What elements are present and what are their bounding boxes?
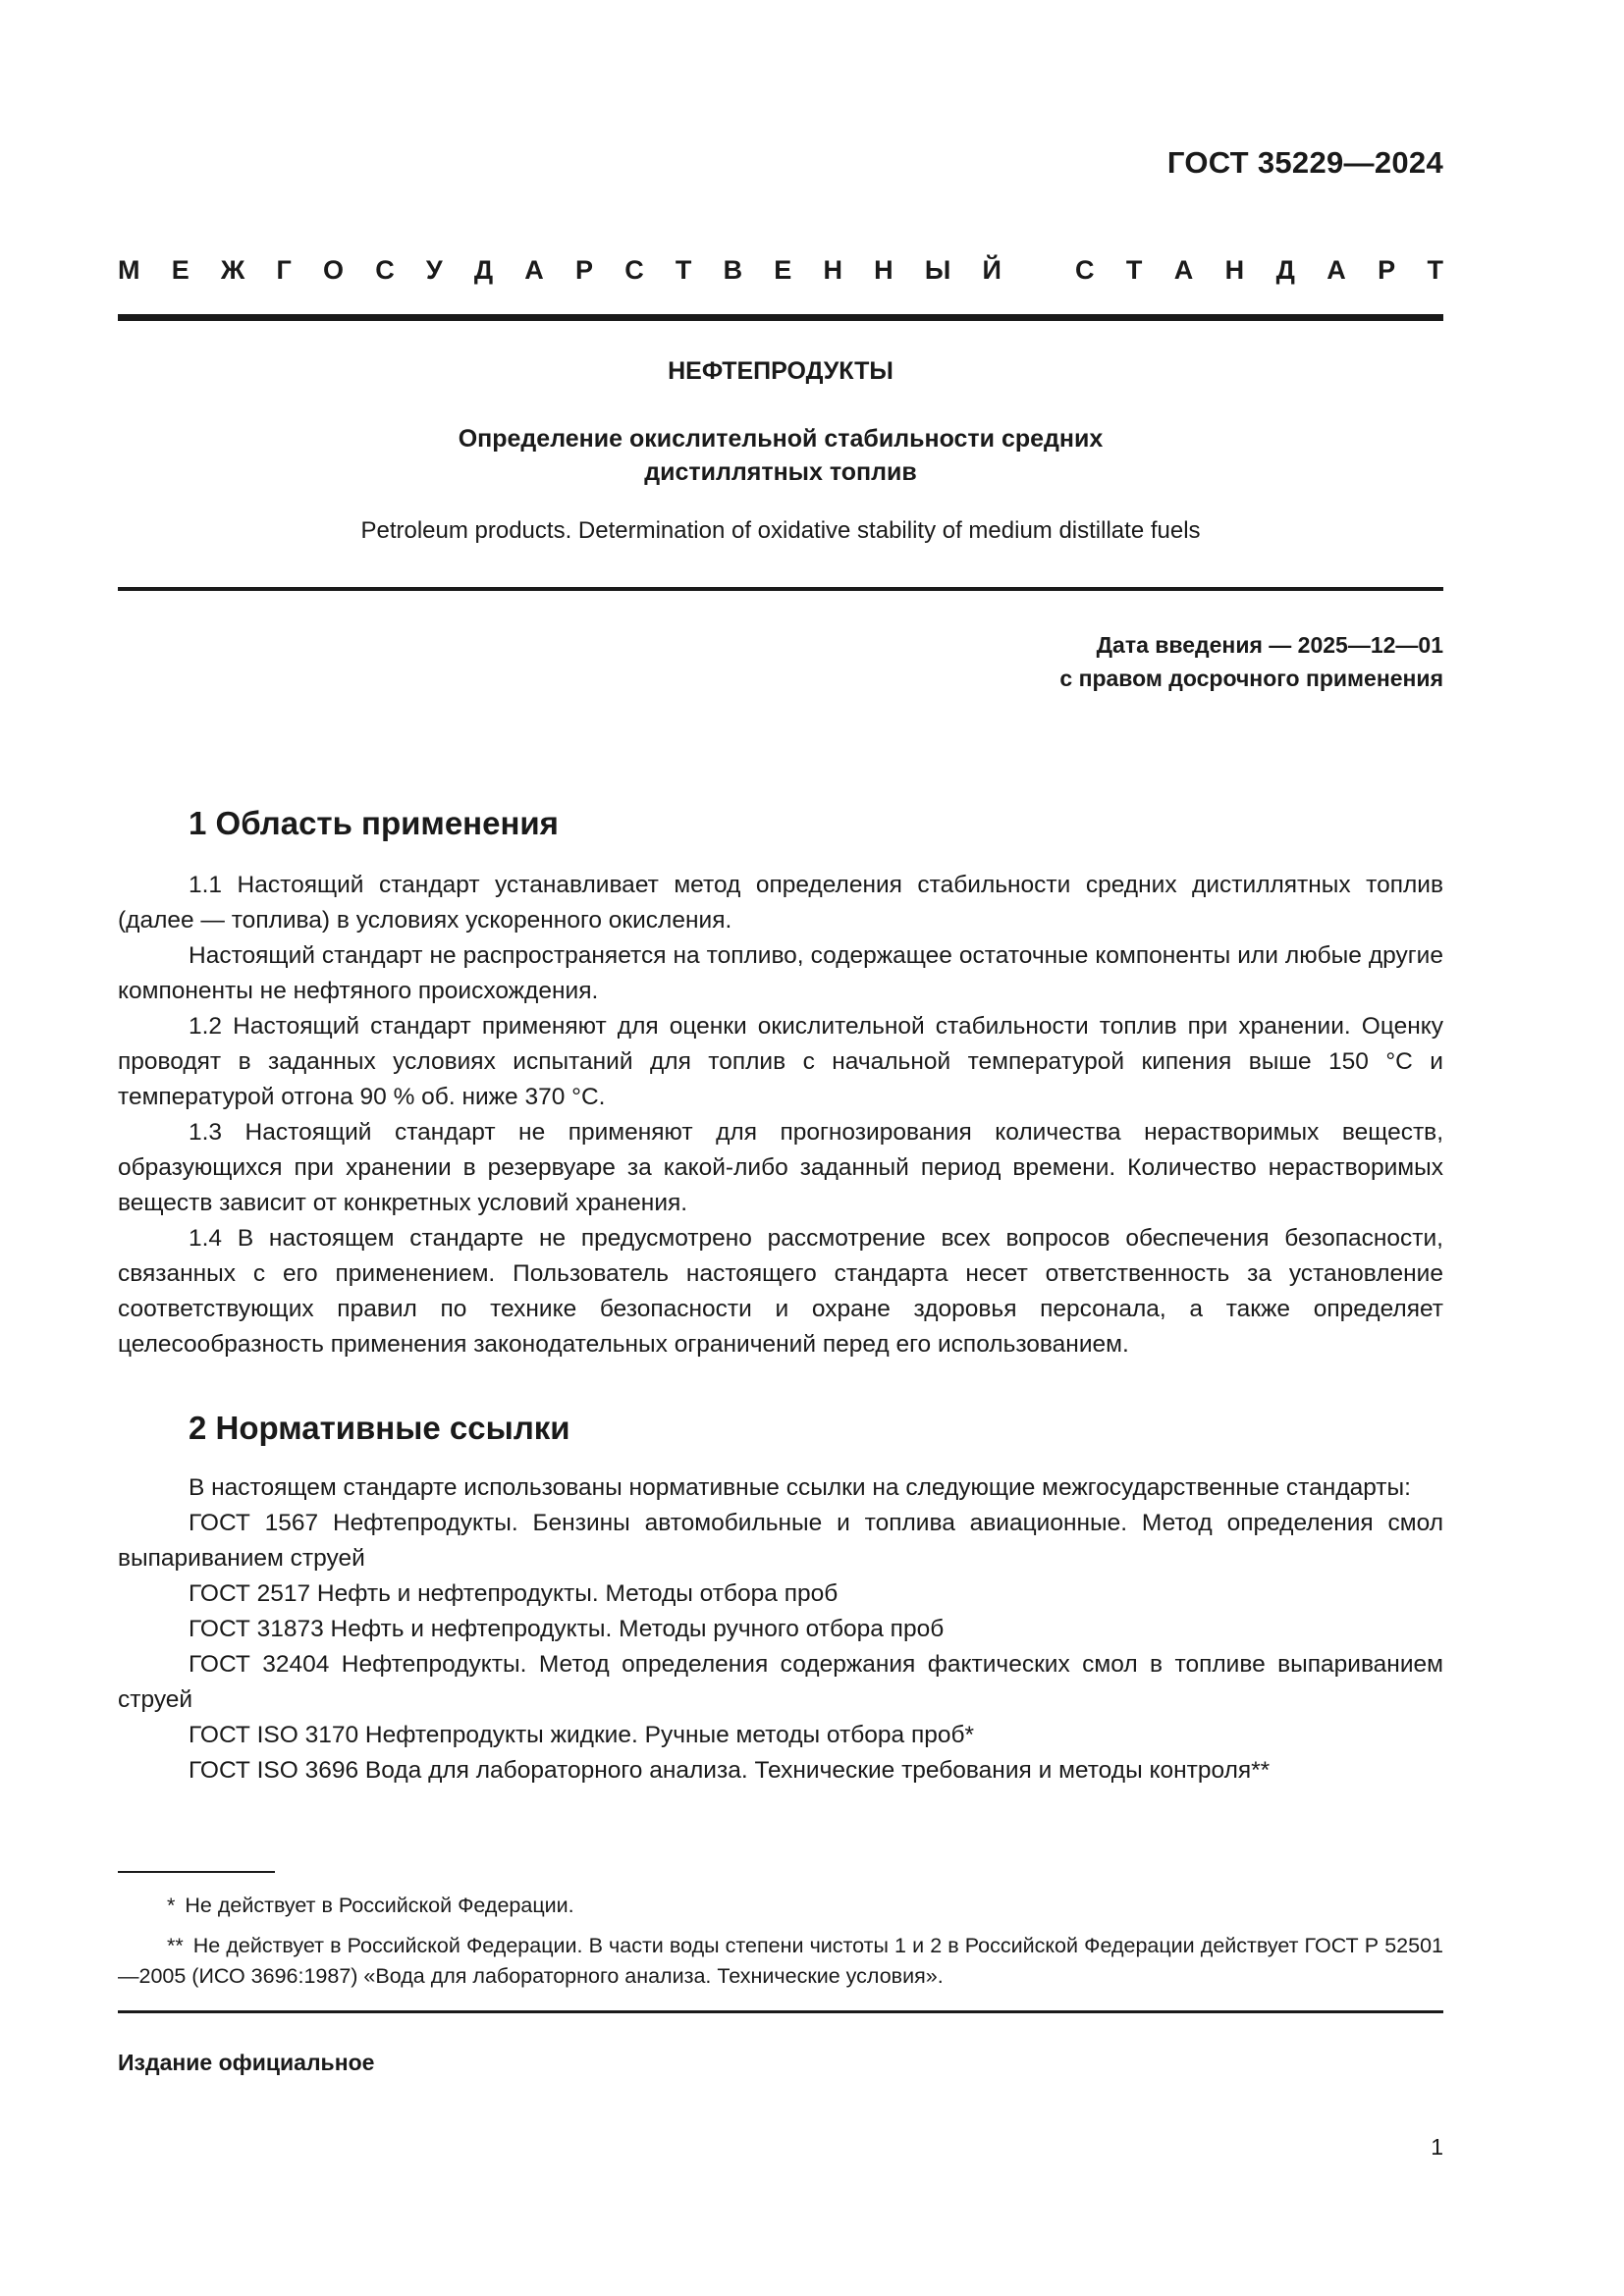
banner-letter: Ж: [220, 255, 245, 285]
banner-letter: Е: [171, 255, 189, 285]
intro-date-line: Дата введения — 2025—12—01: [1096, 632, 1443, 658]
footnote: [118, 1931, 1443, 1992]
section-1-heading: 1 Область применения: [189, 805, 559, 841]
paragraph: В настоящем стандарте использованы нормативные ссылки на следующие межгосударственные стандарты:: [189, 1474, 1411, 1501]
document-title: НЕФТЕПРОДУКТЫ: [668, 357, 893, 385]
footnote-text: Не действует в Российской Федерации.: [185, 1894, 574, 1917]
document-page: [118, 0, 1443, 2296]
subtitle-line: Определение окислительной стабильности средних: [458, 425, 1104, 453]
page-number: 1: [1431, 2134, 1443, 2160]
banner-letter: Р: [1378, 255, 1396, 285]
paragraph: 1.1 Настоящий стандарт устанавливает метод определения стабильности средних дистиллятных топлив (далее — топлива) в условиях ускоренного окисления.: [118, 872, 1443, 934]
footer-rule: [118, 2010, 1443, 2013]
section-2-heading: 2 Нормативные ссылки: [189, 1410, 570, 1446]
banner-letter: А: [1173, 255, 1194, 285]
title-rule: [118, 587, 1443, 591]
paragraph: 1.2 Настоящий стандарт применяют для оценки окислительной стабильности топлив при хранении. Оценку проводят в заданных условиях испытаний для топлив с начальной температурой кипения выше 150 °C и температурой отгона 90 % об. ниже 370 °C.: [118, 1013, 1443, 1110]
banner-letter: С: [375, 255, 395, 285]
footnote: [118, 1891, 1443, 1921]
banner-letter: Т: [1427, 255, 1443, 285]
banner-letter: Г: [276, 255, 292, 285]
banner-letter: Н: [1224, 255, 1245, 285]
interstate-standard-banner: [118, 253, 1443, 287]
banner-letter: Е: [774, 255, 792, 285]
banner-letter: С: [1075, 255, 1095, 285]
introduction-date: [1059, 628, 1443, 695]
banner-letter: Т: [1125, 255, 1143, 285]
banner-letter: Д: [1275, 255, 1295, 285]
section-2-body: [118, 1470, 1443, 1789]
banner-letter: Ы: [924, 255, 951, 285]
banner-letter: Р: [574, 255, 593, 285]
banner-letter: У: [425, 255, 443, 285]
banner-letter: Д: [473, 255, 494, 285]
standard-word: [1075, 253, 1443, 287]
footnote-mark: **: [167, 1934, 184, 1957]
footnote-separator: [118, 1871, 275, 1873]
banner-letter: Т: [675, 255, 692, 285]
banner-letter: С: [624, 255, 644, 285]
banner-letter: О: [322, 255, 344, 285]
reference-item: ГОСТ 31873 Нефть и нефтепродукты. Методы ручного отбора проб: [189, 1616, 945, 1642]
footnote-text: Не действует в Российской Федерации. В части воды степени чистоты 1 и 2 в Российской Федерации действует ГОСТ Р 52501—2005 (ИСО 3696:1987) «Вода для лабораторного анализа. Технические условия».: [118, 1934, 1443, 1988]
document-subtitle: [118, 422, 1443, 489]
footnote-mark: *: [167, 1894, 176, 1917]
banner-letter: М: [118, 255, 140, 285]
banner-letter: А: [1326, 255, 1346, 285]
reference-item: ГОСТ 2517 Нефть и нефтепродукты. Методы отбора проб: [189, 1580, 839, 1607]
official-edition-label: Издание официальное: [118, 2050, 375, 2075]
section-1-body: [118, 868, 1443, 1362]
paragraph: Настоящий стандарт не распространяется на топливо, содержащее остаточные компоненты или любые другие компоненты не нефтяного происхождения.: [118, 942, 1443, 1004]
header-rule: [118, 314, 1443, 321]
banner-letter: Н: [874, 255, 893, 285]
early-application-line: с правом досрочного применения: [1059, 666, 1443, 691]
reference-item: ГОСТ 32404 Нефтепродукты. Метод определения содержания фактических смол в топливе выпариванием струей: [118, 1651, 1443, 1713]
standard-designation: ГОСТ 35229—2024: [1166, 145, 1443, 180]
subtitle-line: дистиллятных топлив: [644, 458, 917, 486]
footnotes: [118, 1891, 1443, 2002]
reference-item: ГОСТ ISO 3696 Вода для лабораторного анализа. Технические требования и методы контроля**: [189, 1757, 1271, 1784]
banner-letter: В: [723, 255, 743, 285]
banner-letter: Й: [982, 255, 1001, 285]
reference-item: ГОСТ 1567 Нефтепродукты. Бензины автомобильные и топлива авиационные. Метод определения смол выпариванием струей: [118, 1510, 1443, 1572]
paragraph: 1.3 Настоящий стандарт не применяют для прогнозирования количества нерастворимых веществ, образующихся при хранении в резервуаре за какой-либо заданный период времени. Количество нерастворимых веществ зависит от конкретных условий хранения.: [118, 1119, 1443, 1216]
interstate-word: [118, 253, 1001, 287]
banner-letter: Н: [823, 255, 842, 285]
paragraph: 1.4 В настоящем стандарте не предусмотрено рассмотрение всех вопросов обеспечения безопасности, связанных с его применением. Пользователь настоящего стандарта несет ответственность за установление соответствующих правил по технике безопасности и охране здоровья персонала, а также определяет целесообразность применения законодательных ограничений перед его использованием.: [118, 1225, 1443, 1358]
reference-item: ГОСТ ISO 3170 Нефтепродукты жидкие. Ручные методы отбора проб*: [189, 1722, 975, 1748]
english-title: Petroleum products. Determination of oxidative stability of medium distillate fuels: [360, 517, 1201, 544]
banner-letter: А: [524, 255, 544, 285]
